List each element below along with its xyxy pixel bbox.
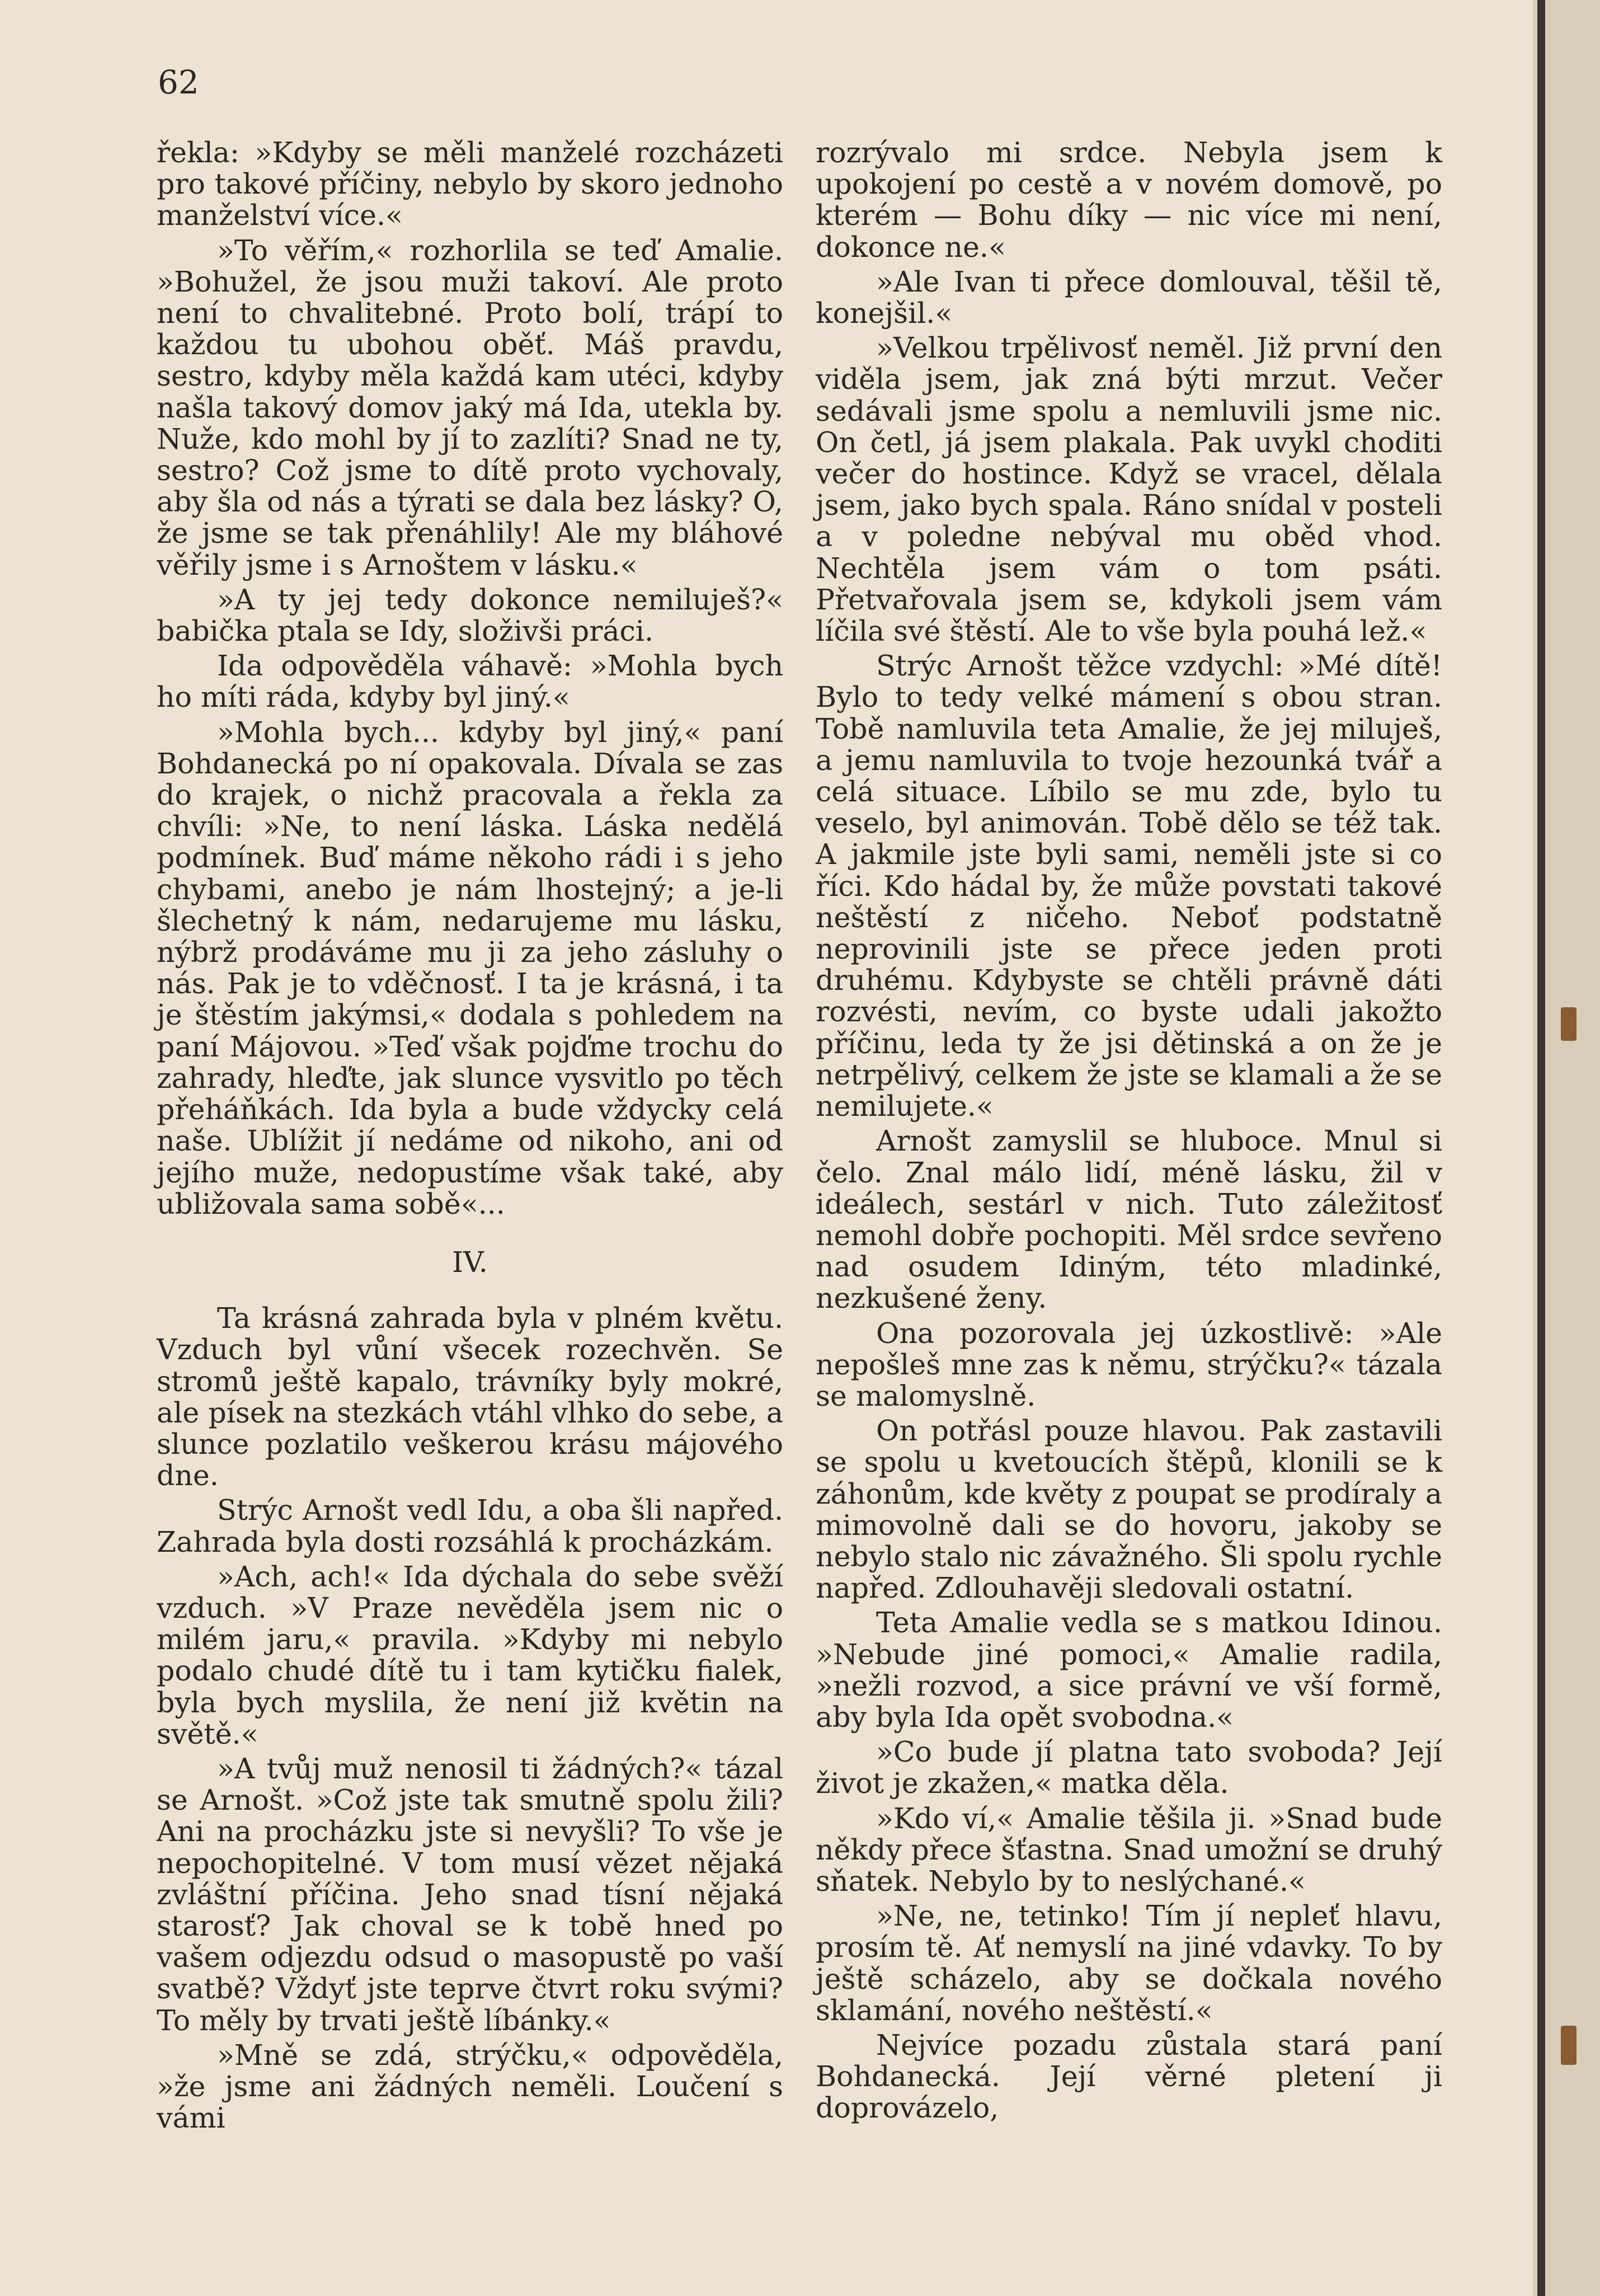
binding-shadow bbox=[1537, 0, 1545, 2296]
edge-mark bbox=[1561, 2026, 1577, 2065]
paragraph: Ona pozorovala jej úzkostlivě: »Ale nepošleš mne zas k němu, strýčku?« tázala se malomyslně. bbox=[816, 1316, 1442, 1412]
paragraph: »A tvůj muž nenosil ti žádných?« tázal se Arnošt. »Což jste tak smutně spolu žili? Ani na procházku jste si nevyšli? To vše je nepochopitelné. V tom musí vězet nějaká zvláštní příčina. Jeho snad tísní nějaká starosť? Jak choval se k tobě hned po vašem odjezdu odsud o masopustě po vaší svatbě? Vždyť jste teprve čtvrt roku svými? To měly by trvati ještě líbánky.« bbox=[157, 1752, 783, 2037]
paragraph: »Ale Ivan ti přece domlouval, těšil tě, konejšil.« bbox=[816, 265, 1442, 330]
paragraph: Nejvíce pozadu zůstala stará paní Bohdanecká. Její věrné pletení ji doprovázelo, bbox=[816, 2028, 1442, 2125]
paragraph: »Mně se zdá, strýčku,« odpověděla, »že jsme ani žádných neměli. Loučení s vámi bbox=[157, 2038, 783, 2135]
left-column bbox=[157, 137, 783, 2137]
paragraph: »To věřím,« rozhorlila se teď Amalie. »Bohužel, že jsou muži takoví. Ale proto není to chvalitebné. Proto bolí, trápí to každou tu ubohou oběť. Máš pravdu, sestro, kdyby měla každá kam utéci, kdyby našla takový domov jaký má Ida, utekla by. Nuže, kdo mohl by jí to zazlíti? Snad ne ty, sestro? Což jsme to dítě proto vychovaly, aby šla od nás a týrati se dala bez lásky? O, že jsme se tak přenáhlily! Ale my bláhové věřily jsme i s Arnoštem v lásku.« bbox=[157, 233, 783, 581]
paragraph: »A ty jej tedy dokonce nemiluješ?« babička ptala se Idy, složivši práci. bbox=[157, 583, 783, 648]
paragraph: »Ne, ne, tetinko! Tím jí nepleť hlavu, prosím tě. Ať nemyslí na jiné vdavky. To by ještě scházelo, aby se dočkala nového sklamání, nového neštěstí.« bbox=[816, 1899, 1442, 2027]
section-heading: IV. bbox=[452, 1245, 488, 1279]
paragraph: On potřásl pouze hlavou. Pak zastavili se spolu u kvetoucích štěpů, klonili se k záhonům, kde květy z poupat se prodíraly a mimovolně dali se do hovoru, jakoby se nebylo stalo nic závažného. Šli spolu rychle napřed. Zdlouhavěji sledovali ostatní. bbox=[816, 1414, 1442, 1605]
paragraph: řekla: »Kdyby se měli manželé rozcházeti pro takové příčiny, nebylo by skoro jednoho manželství více.« bbox=[157, 136, 783, 232]
paragraph: Strýc Arnošt vedl Idu, a oba šli napřed. Zahrada byla dosti rozsáhlá k procházkám. bbox=[157, 1494, 783, 1558]
paragraph: Arnošt zamyslil se hluboce. Mnul si čelo. Znal málo lidí, méně lásku, žil v ideálech, sestárl v nich. Tuto záležitosť nemohl dobře pochopiti. Měl srdce sevřeno nad osudem Idiným, této mladinké, nezkušené ženy. bbox=[816, 1124, 1442, 1315]
paragraph: Ta krásná zahrada byla v plném květu. Vzduch byl vůní všecek rozechvěn. Se stromů ještě kapalo, trávníky byly mokré, ale písek na stezkách vtáhl vlhko do sebe, a slunce pozlatilo veškerou krásu májového dne. bbox=[157, 1302, 783, 1492]
right-column bbox=[816, 137, 1442, 2128]
paragraph: »Velkou trpělivosť neměl. Již první den viděla jsem, jak zná býti mrzut. Večer sedávali jsme spolu a nemluvili jsme nic. On četl, já jsem plakala. Pak uvykl choditi večer do hostince. Když se vracel, dělala jsem, jako bych spala. Ráno snídal v posteli a v poledne nebýval mu oběd vhod. Nechtěla jsem vám o tom psáti. Přetvařovala jsem se, kdykoli jsem vám líčila své štěstí. Ale to vše byla pouhá lež.« bbox=[816, 331, 1442, 648]
paragraph: Ida odpověděla váhavě: »Mohla bych ho míti ráda, kdyby byl jiný.« bbox=[157, 649, 783, 714]
edge-mark bbox=[1561, 1007, 1577, 1041]
paragraph: »Co bude jí platna tato svoboda? Její život je zkažen,« matka děla. bbox=[816, 1735, 1442, 1800]
page-number: 62 bbox=[158, 63, 199, 101]
paragraph: »Ach, ach!« Ida dýchala do sebe svěží vzduch. »V Praze nevěděla jsem nic o milém jaru,« pravila. »Kdyby mi nebylo podalo chudé dítě tu i tam kytičku fialek, byla bych myslila, že není již květin na světě.« bbox=[157, 1560, 783, 1750]
paragraph: rozrývalo mi srdce. Nebyla jsem k upokojení po cestě a v novém domově, po kterém — Bohu díky — nic více mi není, dokonce ne.« bbox=[816, 136, 1442, 264]
paragraph: Strýc Arnošt těžce vzdychl: »Mé dítě! Bylo to tedy velké mámení s obou stran. Tobě namluvila teta Amalie, že jej miluješ, a jemu namluvila to tvoje hezounká tvář a celá situace. Líbilo se mu zde, bylo tu veselo, byl animován. Tobě dělo se též tak. A jakmile jste byli sami, neměli jste si co říci. Kdo hádal by, že může povstati takové neštěstí z ničeho. Neboť podstatně neprovinili jste se přece jeden proti druhému. Kdybyste se chtěli právně dáti rozvésti, nevím, co byste udali jakožto příčinu, leda ty že jsi dětinská a on že je netrpělivý, celkem že jste se klamali a že se nemilujete.« bbox=[816, 649, 1442, 1123]
paragraph: »Kdo ví,« Amalie těšila ji. »Snad bude někdy přece šťastna. Snad umožní se druhý sňatek. Nebylo by to neslýchané.« bbox=[816, 1801, 1442, 1898]
paragraph: »Mohla bych... kdyby byl jiný,« paní Bohdanecká po ní opakovala. Dívala se zas do krajek, o nichž pracovala a řekla za chvíli: »Ne, to není láska. Láska nedělá podmínek. Buď máme někoho rádi i s jeho chybami, anebo je nám lhostejný; a je-li šlechetný k nám, nedarujeme mu lásku, nýbrž prodáváme mu ji za jeho zásluhy o nás. Pak je to vděčnosť. I ta je krásná, i ta je štěstím jakýmsi,« dodala s pohledem na paní Májovou. »Teď však pojďme trochu do zahrady, hleďte, jak slunce vysvitlo po těch přeháňkách. Ida byla a bude vždycky celá naše. Ublížit jí nedáme od nikoho, ani od jejího muže, nedopustíme však také, aby ubližovala sama sobě«... bbox=[157, 715, 783, 1220]
paragraph: Teta Amalie vedla se s matkou Idinou. »Nebude jiné pomoci,« Amalie radila, »nežli rozvod, a sice právní ve vší formě, aby byla Ida opět svobodna.« bbox=[816, 1606, 1442, 1734]
